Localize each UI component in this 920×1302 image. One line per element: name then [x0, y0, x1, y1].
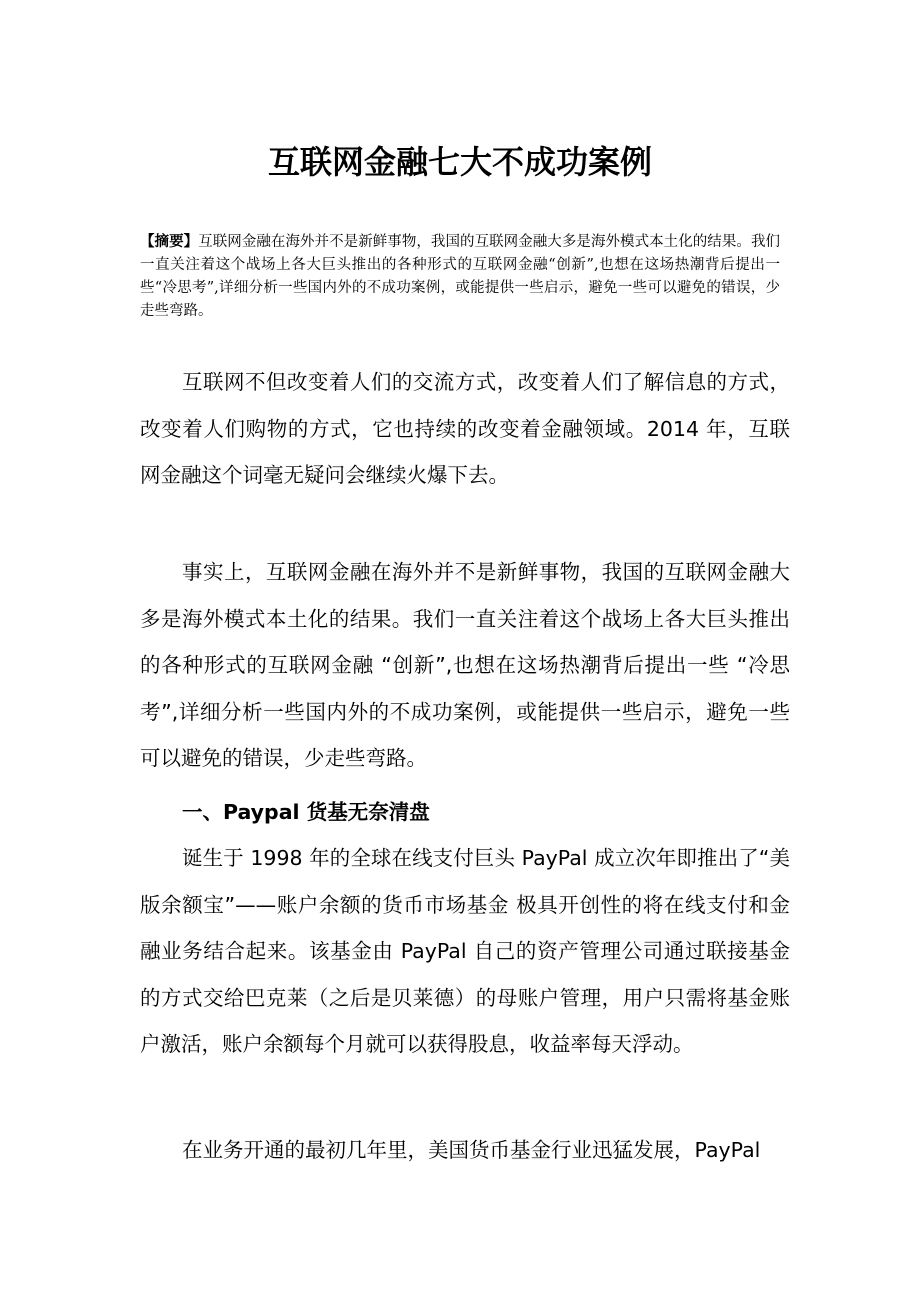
body-paragraph: 诞生于 1998 年的全球在线支付巨头 PayPal 成立次年即推出了“美版余额宝”——账户余额的货币市场基金 极具开创性的将在线支付和金融业务结合起来。该基金由 PayPal 自己的资产管理公司通过联接基金的方式交给巴克莱（之后是贝莱德）的母账户管理，用户只需将基金账户激活，账户余额每个月就可以获得股息，收益率每天浮动。 [140, 846, 790, 1056]
body-paragraph: 事实上，互联网金融在海外并不是新鲜事物，我国的互联网金融大多是海外模式本土化的结果。我们一直关注着这个战场上各大巨头推出的各种形式的互联网金融 “创新”,也想在这场热潮背后提出一些 “冷思考”,详细分析一些国内外的不成功案例，或能提供一些启示，避免一些可以避免的错误，少走些弯路。 [140, 560, 790, 770]
abstract-text: 互联网金融在海外并不是新鲜事物，我国的互联网金融大多是海外模式本土化的结果。我们一直关注着这个战场上各大巨头推出的各种形式的互联网金融“创新”,也想在这场热潮背后提出一些“冷思考”,详细分析一些国内外的不成功案例，或能提供一些启示，避免一些可以避免的错误，少走些弯路。 [140, 234, 780, 319]
abstract-label: 【摘要】 [140, 233, 199, 250]
section-heading: 一、Paypal 货基无奈清盘 [182, 800, 430, 824]
body-paragraph: 互联网不但改变着人们的交流方式，改变着人们了解信息的方式，改变着人们购物的方式，它也持续的改变着金融领域。2014 年，互联网金融这个词毫无疑问会继续火爆下去。 [140, 370, 790, 487]
abstract-block [140, 230, 780, 323]
body-paragraph: 在业务开通的最初几年里，美国货币基金行业迅猛发展，PayPal [182, 1138, 761, 1162]
document-title: 互联网金融七大不成功案例 [267, 143, 652, 181]
